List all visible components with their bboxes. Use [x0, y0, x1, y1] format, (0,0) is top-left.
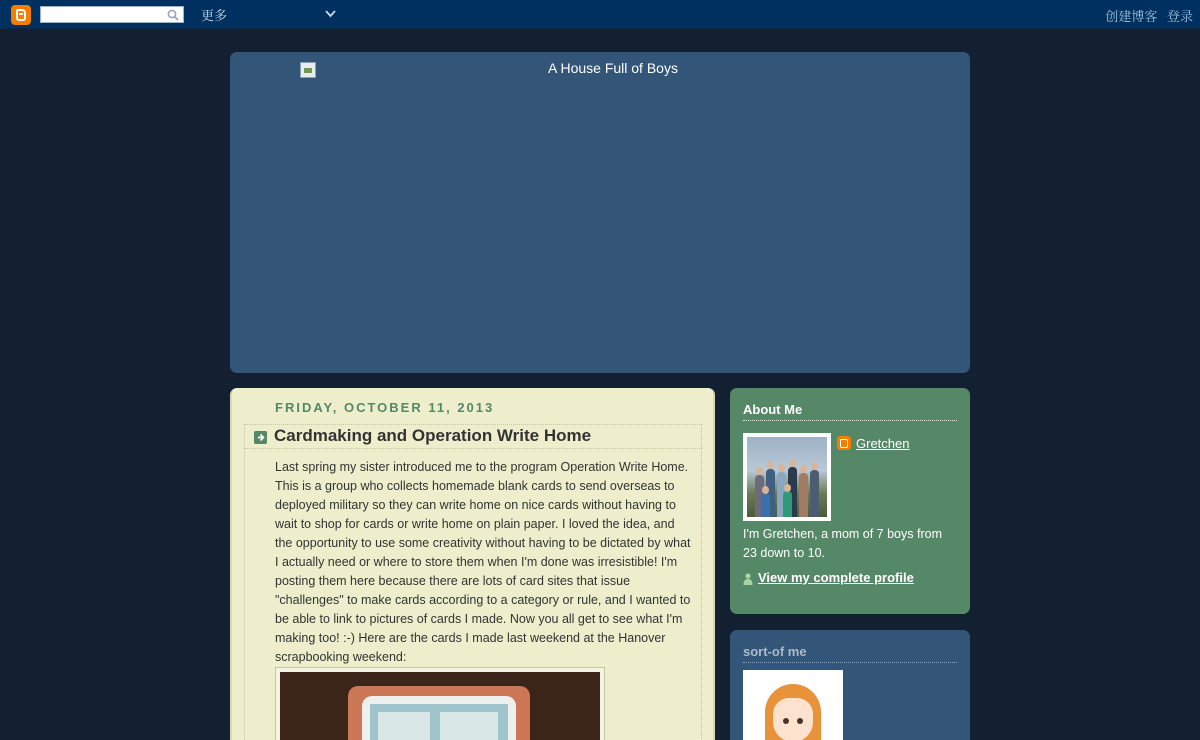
profile-description: I'm Gretchen, a mom of 7 boys from 23 down to 10.	[743, 527, 942, 560]
person-icon	[743, 573, 753, 585]
search-input[interactable]	[40, 6, 184, 23]
post-body: Last spring my sister introduced me to the program Operation Write Home. This is a group who collects homemade blank cards to send overseas to deployed military so they can write home on nice cards without having to wait to shop for cards or write home on plain paper. I loved the idea, and the opportunity to use some creativity without having to be dictated by what I actually need or where to store them when I'm done was irresistible! I'm posting them here because there are lots of card sites that issue "challenges" to make cards according to a category or rule, and I wanted to be able to link to pictures of cards I made. Now you all get to see what I'm making too! :-) Here are the cards I made last weekend at the Hanover scrapbooking weekend:	[275, 460, 691, 664]
login-link[interactable]: 登录	[1166, 9, 1193, 24]
arrow-right-icon	[254, 431, 267, 444]
avatar-eye	[797, 718, 803, 724]
blog-header	[230, 52, 970, 373]
family-photo	[747, 437, 827, 517]
blogger-profile-icon	[837, 436, 851, 450]
about-me-widget	[730, 388, 970, 614]
profile-name-link[interactable]: Gretchen	[856, 436, 910, 451]
navbar-right-links	[1099, 6, 1193, 25]
avatar-eye	[783, 718, 789, 724]
card-front	[362, 696, 516, 740]
handmade-card	[348, 686, 530, 740]
more-menu[interactable]: 更多	[201, 8, 228, 23]
post-card-photo[interactable]	[275, 667, 605, 740]
card-photo-content	[280, 672, 600, 740]
create-blog-link[interactable]: 创建博客	[1105, 9, 1158, 24]
sort-of-me-widget	[730, 630, 970, 740]
search-icon[interactable]	[167, 9, 179, 21]
main-column	[230, 388, 715, 740]
blogger-logo-icon[interactable]	[11, 5, 31, 25]
blogger-navbar	[0, 0, 1200, 29]
cartoon-avatar-image[interactable]	[743, 670, 843, 740]
sort-of-me-title: sort-of me	[743, 644, 957, 663]
avatar-face	[773, 698, 813, 740]
chevron-down-icon[interactable]	[325, 9, 336, 18]
broken-image-icon	[300, 62, 316, 78]
post-title[interactable]: Cardmaking and Operation Write Home	[274, 426, 592, 445]
view-profile-link[interactable]: View my complete profile	[758, 570, 914, 585]
card-panel	[370, 704, 508, 740]
about-me-title: About Me	[743, 402, 957, 421]
post-date: FRIDAY, OCTOBER 11, 2013	[275, 400, 495, 415]
post-title-row	[244, 424, 702, 449]
profile-photo[interactable]	[743, 433, 831, 521]
header-image-alt-text[interactable]: A House Full of Boys	[548, 60, 678, 76]
